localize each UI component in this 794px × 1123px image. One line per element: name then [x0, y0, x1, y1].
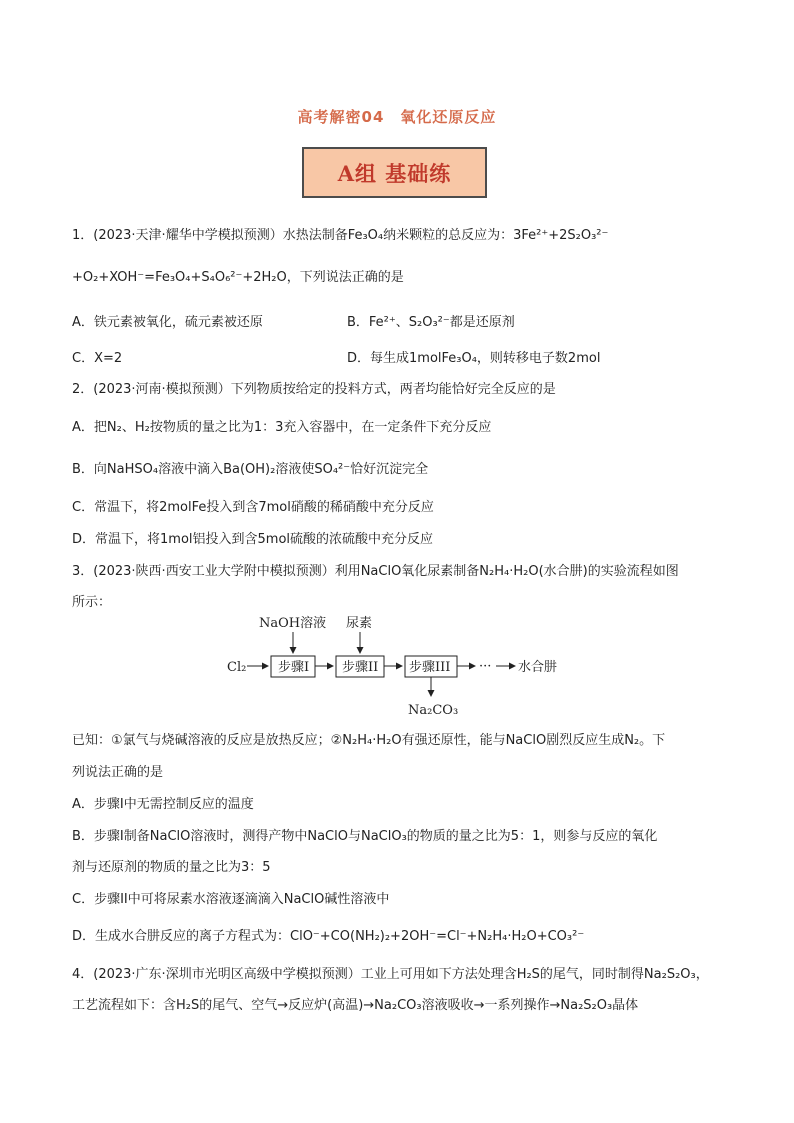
flow-input-cl2: Cl₂: [227, 660, 247, 675]
q3-option-a: A．步骤I中无需控制反应的温度: [72, 797, 254, 812]
flow-step2-label: 步骤II: [342, 660, 379, 675]
q3-option-d: D．生成水合肼反应的离子方程式为：ClO⁻+CO(NH₂)₂+2OH⁻=Cl⁻+N₂H₄·H₂O+CO₃²⁻: [72, 929, 585, 944]
flow-reagent-naoh: NaOH溶液: [259, 616, 327, 631]
q3-known-line2: 列说法正确的是: [72, 765, 164, 780]
q4-stem-line2: 工艺流程如下：含H₂S的尾气、空气→反应炉(高温)→Na₂CO₃溶液吸收→一系列操作→Na₂S₂O₃晶体: [72, 998, 639, 1013]
q1-option-d: D．每生成1molFe₃O₄，则转移电子数2mol: [347, 351, 601, 366]
q1-option-b: B．Fe²⁺、S₂O₃²⁻都是还原剂: [347, 315, 515, 330]
q3-option-b-line1: B．步骤I制备NaClO溶液时，测得产物中NaClO与NaClO₃的物质的量之比为5：1，则参与反应的氧化: [72, 829, 658, 844]
q2-option-d: D．常温下，将1mol铝投入到含5mol硫酸的浓硫酸中充分反应: [72, 532, 434, 547]
q3-stem-line1: 3．(2023·陕西·西安工业大学附中模拟预测）利用NaClO氧化尿素制备N₂H₄·H₂O(水合肼)的实验流程如图: [72, 564, 679, 579]
q3-stem-line2: 所示：: [72, 595, 112, 610]
page-title: 高考解密04 氧化还原反应: [297, 108, 497, 126]
flow-ellipsis: ···: [479, 659, 492, 674]
q3-option-c: C．步骤II中可将尿素水溶液逐滴滴入NaClO碱性溶液中: [72, 892, 390, 907]
q3-known-line1: 已知：①氯气与烧碱溶液的反应是放热反应；②N₂H₄·H₂O有强还原性，能与NaClO剧烈反应生成N₂。下: [72, 733, 666, 748]
q3-option-b-line2: 剂与还原剂的物质的量之比为3：5: [72, 860, 271, 875]
q3-flow-diagram: [225, 612, 585, 722]
flow-step3-label: 步骤III: [409, 660, 451, 675]
q2-option-b: B．向NaHSO₄溶液中滴入Ba(OH)₂溶液使SO₄²⁻恰好沉淀完全: [72, 462, 429, 477]
q1-option-a: A．铁元素被氧化，硫元素被还原: [72, 315, 263, 330]
section-banner: [302, 147, 487, 198]
section-banner-label: A组 基础练: [337, 160, 452, 186]
flow-step1-label: 步骤I: [278, 660, 310, 675]
q2-stem: 2．(2023·河南·模拟预测）下列物质按给定的投料方式，两者均能恰好完全反应的是: [72, 382, 556, 397]
q2-option-a: A．把N₂、H₂按物质的量之比为1：3充入容器中，在一定条件下充分反应: [72, 420, 492, 435]
q1-stem-line1: 1．(2023·天津·耀华中学模拟预测）水热法制备Fe₃O₄纳米颗粒的总反应为：3Fe²⁺+2S₂O₃²⁻: [72, 228, 609, 243]
flow-byproduct-na2co3: Na₂CO₃: [408, 703, 459, 718]
q1-stem-line2: +O₂+XOH⁻=Fe₃O₄+S₄O₆²⁻+2H₂O，下列说法正确的是: [72, 270, 404, 285]
flow-product: 水合肼: [518, 660, 558, 675]
q1-option-c: C．X=2: [72, 351, 123, 366]
flow-reagent-urea: 尿素: [346, 616, 373, 631]
q4-stem-line1: 4．(2023·广东·深圳市光明区高级中学模拟预测）工业上可用如下方法处理含H₂S的尾气，同时制得Na₂S₂O₃，: [72, 967, 709, 982]
q2-option-c: C．常温下，将2molFe投入到含7mol硝酸的稀硝酸中充分反应: [72, 500, 434, 515]
